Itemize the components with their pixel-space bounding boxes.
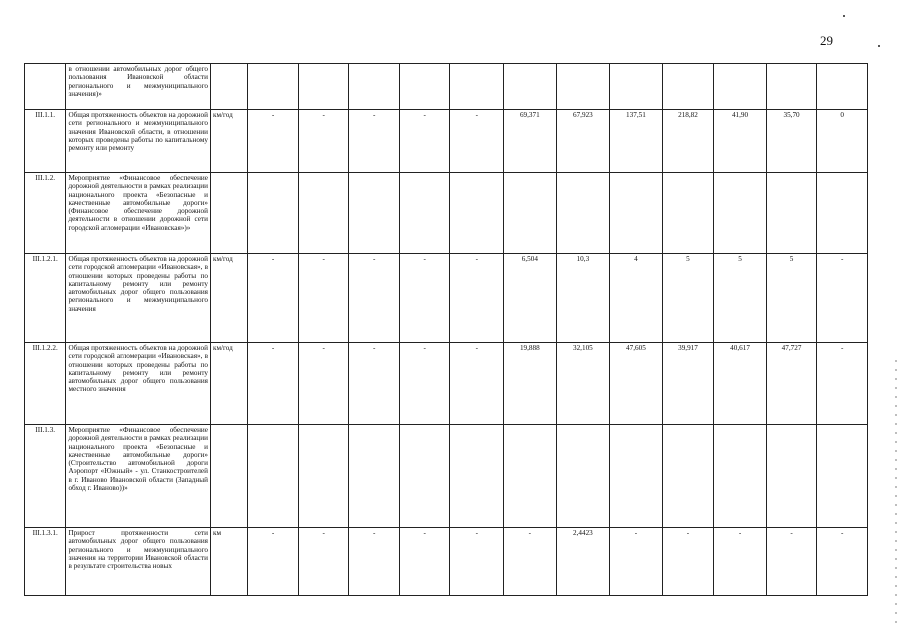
value-cell xyxy=(766,173,817,254)
value-cell: 32,105 xyxy=(556,343,610,425)
value-cell: 69,371 xyxy=(504,110,557,173)
value-cell xyxy=(504,64,557,110)
table-row xyxy=(25,343,868,425)
value-cell: 39,917 xyxy=(662,343,714,425)
value-cell xyxy=(766,425,817,528)
row-unit xyxy=(210,173,247,254)
value-cell: - xyxy=(817,254,868,343)
value-cell: 5 xyxy=(714,254,767,343)
value-cell xyxy=(817,64,868,110)
value-cell xyxy=(298,173,349,254)
value-cell: 40,617 xyxy=(714,343,767,425)
value-cell: - xyxy=(399,343,450,425)
value-cell: 5 xyxy=(662,254,714,343)
row-code: III.1.2. xyxy=(25,173,66,254)
value-cell xyxy=(766,64,817,110)
row-unit xyxy=(210,425,247,528)
value-cell xyxy=(298,425,349,528)
value-cell xyxy=(817,425,868,528)
value-cell: 137,51 xyxy=(610,110,663,173)
value-cell xyxy=(450,173,504,254)
value-cell: 35,70 xyxy=(766,110,817,173)
value-cell: - xyxy=(399,110,450,173)
row-description: Общая протяженность объектов на дорожной сети регионального и межмуниципального значения Ивановской области, в отношении которых проведены работы по капитальному ремонту или ремонту xyxy=(66,110,211,173)
value-cell: - xyxy=(662,528,714,596)
value-cell: 6,504 xyxy=(504,254,557,343)
value-cell: 47,605 xyxy=(610,343,663,425)
value-cell xyxy=(248,173,299,254)
value-cell: - xyxy=(450,343,504,425)
value-cell: - xyxy=(349,254,400,343)
value-cell: 19,888 xyxy=(504,343,557,425)
value-cell xyxy=(248,425,299,528)
scan-edge-artifact xyxy=(895,360,897,630)
value-cell xyxy=(610,64,663,110)
row-code: III.1.3. xyxy=(25,425,66,528)
value-cell xyxy=(610,173,663,254)
value-cell: - xyxy=(298,110,349,173)
value-cell xyxy=(714,425,767,528)
row-code: III.1.2.1. xyxy=(25,254,66,343)
value-cell: - xyxy=(248,343,299,425)
value-cell xyxy=(450,425,504,528)
row-unit: км xyxy=(210,528,247,596)
value-cell: 2,4423 xyxy=(556,528,610,596)
value-cell: - xyxy=(610,528,663,596)
row-description: Прирост протяженности сети автомобильных дорог общего пользования регионального и межмуниципального значения на территории Ивановской области в результате строительства новых xyxy=(66,528,211,596)
value-cell xyxy=(504,173,557,254)
value-cell xyxy=(248,64,299,110)
value-cell xyxy=(556,173,610,254)
table-row xyxy=(25,254,868,343)
row-description: Общая протяженность объектов на дорожной сети городской агломерации «Ивановская», в отношении которых проведены работы по капитальному ремонту или ремонту автомобильных дорог общего пользования местного значения xyxy=(66,343,211,425)
value-cell: - xyxy=(248,110,299,173)
value-cell: 5 xyxy=(766,254,817,343)
value-cell: 0 xyxy=(817,110,868,173)
value-cell: - xyxy=(298,343,349,425)
value-cell xyxy=(504,425,557,528)
table-row xyxy=(25,425,868,528)
value-cell: 218,82 xyxy=(662,110,714,173)
value-cell: - xyxy=(349,110,400,173)
value-cell: - xyxy=(399,528,450,596)
value-cell xyxy=(662,173,714,254)
value-cell xyxy=(349,64,400,110)
value-cell xyxy=(817,173,868,254)
value-cell xyxy=(556,425,610,528)
value-cell: - xyxy=(817,343,868,425)
row-code xyxy=(25,64,66,110)
scan-speck xyxy=(843,15,845,17)
value-cell: - xyxy=(349,343,400,425)
value-cell: 4 xyxy=(610,254,663,343)
value-cell xyxy=(349,425,400,528)
value-cell xyxy=(450,64,504,110)
row-description: Общая протяженность объектов на дорожной сети городской агломерации «Ивановская», в отношении которых проведены работы по капитальному ремонту или ремонту автомобильных дорог общего пользования регионального и межмуниципального значения xyxy=(66,254,211,343)
value-cell: - xyxy=(399,254,450,343)
scan-speck xyxy=(878,45,880,47)
value-cell: - xyxy=(248,254,299,343)
value-cell xyxy=(349,173,400,254)
row-description: в отношении автомобильных дорог общего пользования Ивановской области регионального и межмуниципального значения)» xyxy=(66,64,211,110)
table-row xyxy=(25,110,868,173)
value-cell: - xyxy=(766,528,817,596)
value-cell: 41,90 xyxy=(714,110,767,173)
row-code: III.1.2.2. xyxy=(25,343,66,425)
value-cell xyxy=(714,64,767,110)
value-cell: - xyxy=(450,254,504,343)
row-code: III.1.1. xyxy=(25,110,66,173)
table-row xyxy=(25,528,868,596)
value-cell xyxy=(399,173,450,254)
row-unit: км/год xyxy=(210,343,247,425)
indicators-table xyxy=(24,63,868,596)
row-unit xyxy=(210,64,247,110)
value-cell xyxy=(610,425,663,528)
page-number: 29 xyxy=(820,33,833,48)
value-cell: - xyxy=(298,254,349,343)
value-cell xyxy=(662,64,714,110)
table-row xyxy=(25,64,868,110)
row-code: III.1.3.1. xyxy=(25,528,66,596)
row-unit: км/год xyxy=(210,254,247,343)
value-cell xyxy=(298,64,349,110)
value-cell xyxy=(399,64,450,110)
value-cell: - xyxy=(504,528,557,596)
value-cell: 10,3 xyxy=(556,254,610,343)
value-cell: - xyxy=(450,110,504,173)
value-cell: - xyxy=(817,528,868,596)
value-cell: - xyxy=(349,528,400,596)
value-cell xyxy=(399,425,450,528)
row-description: Мероприятие «Финансовое обеспечение дорожной деятельности в рамках реализации национального проекта «Безопасные и качественные автомобильные дороги» (Финансовое обеспечение дорожной деятельности в отношении дорожной сети городской агломерации «Ивановская»)» xyxy=(66,173,211,254)
value-cell xyxy=(714,173,767,254)
value-cell xyxy=(662,425,714,528)
value-cell xyxy=(556,64,610,110)
row-description: Мероприятие «Финансовое обеспечение дорожной деятельности в рамках реализации национального проекта «Безопасные и качественные автомобильные дороги» (Строительство автомобильной дороги Аэропорт «Южный» - ул. Станкостроителей в г. Иваново Ивановской области (Западный обход г. Иваново))» xyxy=(66,425,211,528)
row-unit: км/год xyxy=(210,110,247,173)
table-row xyxy=(25,173,868,254)
value-cell: 67,923 xyxy=(556,110,610,173)
value-cell: - xyxy=(248,528,299,596)
value-cell: - xyxy=(450,528,504,596)
value-cell: - xyxy=(298,528,349,596)
value-cell: 47,727 xyxy=(766,343,817,425)
value-cell: - xyxy=(714,528,767,596)
